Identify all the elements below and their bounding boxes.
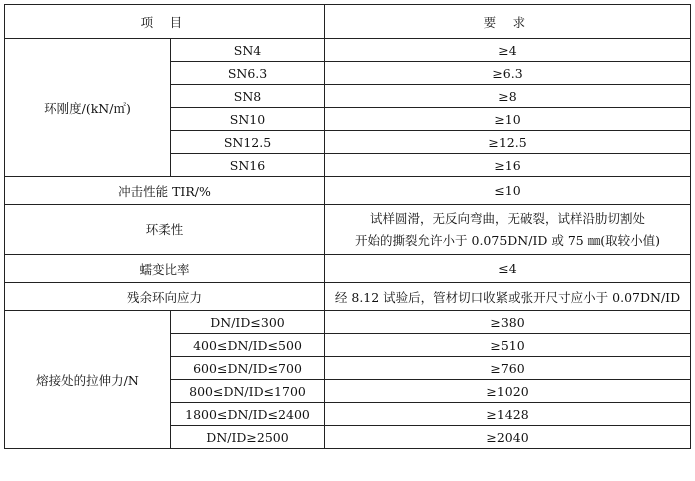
flexibility-label: 环柔性: [5, 205, 325, 255]
range-cell: 400≤DN/ID≤500: [171, 334, 325, 357]
range-cell: DN/ID≤300: [171, 311, 325, 334]
value-cell: ≥16: [325, 154, 691, 177]
flexibility-value-line2: 开始的撕裂允许小于 0.075DN/ID 或 75 ㎜(取较小值): [355, 232, 660, 248]
residual-label: 残余环向应力: [5, 283, 325, 311]
value-cell: ≥380: [325, 311, 691, 334]
range-cell: 800≤DN/ID≤1700: [171, 380, 325, 403]
value-cell: ≥1428: [325, 403, 691, 426]
grade-cell: SN16: [171, 154, 325, 177]
value-cell: ≥6.3: [325, 62, 691, 85]
flexibility-value: [325, 205, 691, 255]
table-row: [5, 255, 691, 283]
grade-cell: SN4: [171, 39, 325, 62]
table-row: [5, 205, 691, 255]
grade-cell: SN6.3: [171, 62, 325, 85]
table-row: [5, 39, 691, 62]
value-cell: ≥4: [325, 39, 691, 62]
value-cell: ≥1020: [325, 380, 691, 403]
value-cell: ≥510: [325, 334, 691, 357]
value-cell: ≥10: [325, 108, 691, 131]
value-cell: ≥8: [325, 85, 691, 108]
grade-cell: SN10: [171, 108, 325, 131]
table-row: [5, 283, 691, 311]
table-header-row: [5, 5, 691, 39]
grade-cell: SN8: [171, 85, 325, 108]
impact-value: ≤10: [325, 177, 691, 205]
creep-label: 蠕变比率: [5, 255, 325, 283]
range-cell: DN/ID≥2500: [171, 426, 325, 449]
requirements-table: [4, 4, 691, 449]
header-item: 项 目: [5, 5, 325, 39]
value-cell: ≥760: [325, 357, 691, 380]
table-row: [5, 177, 691, 205]
range-cell: 600≤DN/ID≤700: [171, 357, 325, 380]
creep-value: ≤4: [325, 255, 691, 283]
residual-value: 经 8.12 试验后，管材切口收紧或张开尺寸应小于 0.07DN/ID: [325, 283, 691, 311]
header-requirement: 要 求: [325, 5, 691, 39]
grade-cell: SN12.5: [171, 131, 325, 154]
value-cell: ≥12.5: [325, 131, 691, 154]
value-cell: ≥2040: [325, 426, 691, 449]
flexibility-value-line1: 试样圆滑，无反向弯曲，无破裂，试样沿肋切割处: [370, 210, 646, 226]
impact-label: 冲击性能 TIR/%: [5, 177, 325, 205]
weld-tension-label: 熔接处的拉伸力/N: [5, 311, 171, 449]
table-row: [5, 311, 691, 334]
range-cell: 1800≤DN/ID≤2400: [171, 403, 325, 426]
ring-stiffness-label: 环刚度/(kN/㎡): [5, 39, 171, 177]
